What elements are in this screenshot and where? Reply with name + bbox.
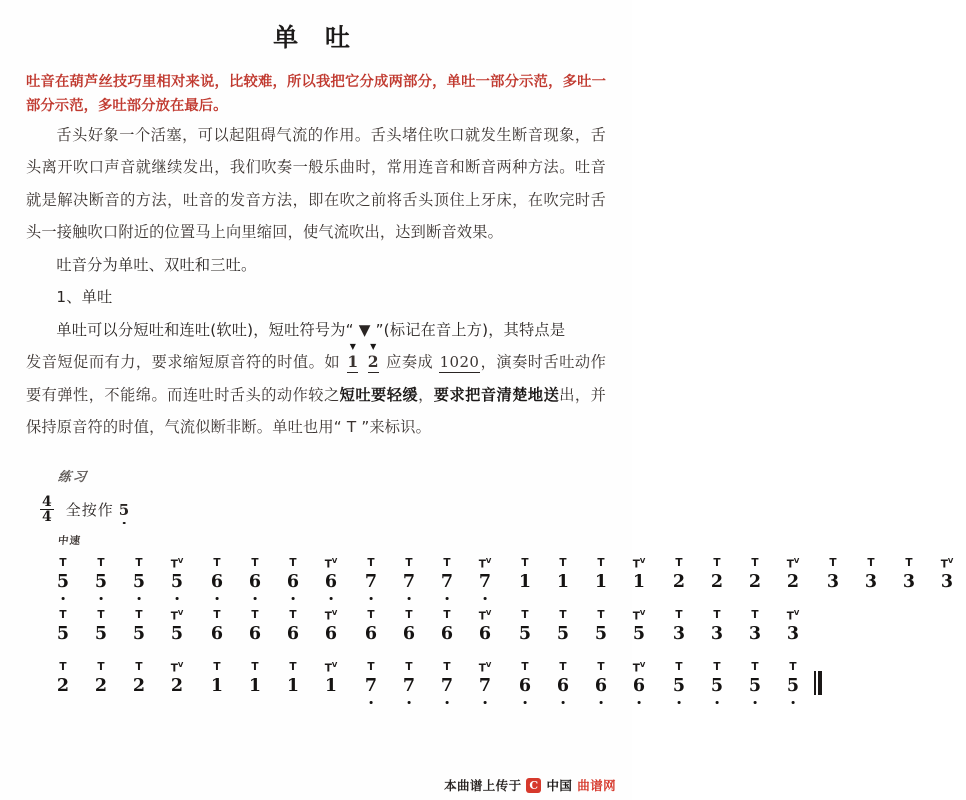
jianpu-note: T 7: [390, 574, 428, 600]
jianpu-note: $T^V$ 2: [170, 661, 184, 696]
jianpu-note: $T^V$ 6: [312, 574, 350, 600]
low-octave-dot-icon: [370, 701, 373, 704]
tongue-articulation-icon: T: [675, 661, 683, 673]
time-signature-numerator: 4: [42, 493, 52, 510]
tongue-articulation-icon: T: [251, 609, 259, 621]
tongue-articulation-icon: T: [367, 609, 375, 621]
jianpu-note: T 6: [402, 609, 416, 644]
staff-line: [44, 600, 800, 652]
tongue-articulation-icon: T: [905, 557, 913, 569]
tongue-articulation-icon: T: [367, 661, 375, 673]
tongue-articulation-icon: T: [675, 557, 683, 569]
p4-bold-2: 要求把音清楚地送: [433, 385, 560, 404]
jianpu-note: T 3: [864, 557, 878, 592]
measure: [660, 609, 812, 652]
measure: [506, 661, 658, 704]
tongue-articulation-icon: T: [597, 609, 605, 621]
footer-credit: [444, 776, 616, 794]
jianpu-note: $T^V$ 5: [632, 609, 646, 644]
inline-jianpu-note-1: ▼ 1: [347, 341, 359, 372]
low-octave-dot-icon: [792, 701, 795, 704]
low-octave-dot-icon: [484, 701, 487, 704]
section-heading-1: 1、单吐: [56, 288, 113, 307]
final-barline: [814, 671, 822, 695]
jianpu-note: T 3: [748, 609, 762, 644]
jianpu-note: T 5: [594, 609, 608, 644]
jianpu-note: T 1: [286, 661, 300, 696]
low-octave-dot-icon: [600, 701, 603, 704]
tongue-articulation-icon: T: [597, 557, 605, 569]
inline-jianpu-note-2: ▼ 2: [367, 341, 379, 372]
low-octave-dot-icon: [446, 701, 449, 704]
key-indication-label: 全按作: [65, 501, 114, 520]
p4-text-a: 发音短促而有力，要求缩短原音符的时值。如: [26, 353, 341, 372]
measure: [660, 661, 812, 704]
jianpu-note: T 6: [198, 574, 236, 600]
body-paragraph-3: 单吐可以分短吐和连吐(软吐)，短吐符号为“ ▼ ”(标记在音上方)，其特点是: [56, 320, 566, 339]
jianpu-note: $T^V$ 7: [466, 678, 504, 704]
page-title: 单 吐: [273, 22, 359, 52]
jianpu-note: T 5: [774, 678, 812, 704]
jianpu-note: T 5: [556, 609, 570, 644]
tongue-articulation-icon: T: [405, 557, 413, 569]
tongue-articulation-icon: T: [59, 609, 67, 621]
tongue-breath-articulation-icon: $T^V$: [324, 661, 338, 675]
tongue-articulation-icon: T: [97, 557, 105, 569]
tongue-articulation-icon: T: [97, 609, 105, 621]
footer-prefix: 本曲谱上传于: [444, 778, 522, 793]
tongue-articulation-icon: T: [59, 557, 67, 569]
tongue-articulation-icon: T: [521, 557, 529, 569]
tongue-breath-articulation-icon: $T^V$: [324, 557, 338, 571]
jianpu-note: $T^V$ 3: [940, 557, 954, 592]
measure: [44, 557, 196, 600]
measure: [44, 609, 196, 652]
score-block: [0, 466, 954, 704]
intro-note: 吐音在葫芦丝技巧里相对来说，比较难，所以我把它分成两部分，单吐一部分示范，多吐一部分示范，多吐部分放在最后。: [26, 73, 606, 115]
jianpu-note: $T^V$ 5: [158, 574, 196, 600]
jianpu-note: $T^V$ 2: [786, 557, 800, 592]
jianpu-note: T 6: [236, 574, 274, 600]
tongue-articulation-icon: T: [405, 609, 413, 621]
jianpu-note: T 6: [440, 609, 454, 644]
tongue-articulation-icon: T: [559, 661, 567, 673]
jianpu-note: T 6: [274, 574, 312, 600]
low-octave-dot-icon: [408, 701, 411, 704]
jianpu-note: T 1: [210, 661, 224, 696]
tongue-articulation-icon: T: [675, 609, 683, 621]
measure: [352, 557, 504, 600]
jianpu-note: T 6: [544, 678, 582, 704]
measure: [198, 557, 350, 600]
jianpu-note: T 5: [736, 678, 774, 704]
tongue-articulation-icon: T: [829, 557, 837, 569]
jianpu-note: T 3: [672, 609, 686, 644]
footer-brand-black: 中国: [546, 778, 573, 793]
tongue-articulation-icon: T: [443, 661, 451, 673]
measure: [352, 661, 504, 704]
p4-text-e: 出，并保持原音符的时值，气流似断非断。单吐也用“ T ”来标识。: [26, 385, 607, 437]
qupu-logo-icon: C: [526, 778, 541, 793]
jianpu-note: T 7: [352, 678, 390, 704]
body-paragraph-2: 吐音分为单吐、双吐和三吐。: [56, 255, 257, 274]
jianpu-note: T 2: [94, 661, 108, 696]
tongue-articulation-icon: T: [59, 661, 67, 673]
low-octave-dot-icon: [562, 701, 565, 704]
tongue-articulation-icon: T: [443, 609, 451, 621]
staff-container: [0, 548, 954, 704]
jianpu-note: T 1: [594, 557, 608, 592]
time-signature: [40, 495, 54, 525]
measure: [506, 609, 658, 652]
tongue-articulation-icon: T: [135, 557, 143, 569]
jianpu-note: T 5: [120, 574, 158, 600]
tongue-articulation-icon: T: [521, 661, 529, 673]
jianpu-note: T 6: [210, 609, 224, 644]
jianpu-note: T 1: [556, 557, 570, 592]
tongue-breath-articulation-icon: $T^V$: [478, 609, 492, 623]
key-indication: [66, 499, 130, 520]
tongue-articulation-icon: T: [289, 557, 297, 569]
tongue-breath-articulation-icon: $T^V$: [632, 557, 646, 571]
measure: [660, 557, 812, 600]
jianpu-note: T 6: [364, 609, 378, 644]
tongue-articulation-icon: T: [135, 661, 143, 673]
staff-line: [44, 652, 800, 704]
tongue-articulation-icon: T: [713, 609, 721, 621]
tongue-mark-icon: ▼: [370, 341, 377, 352]
tongue-articulation-icon: T: [597, 661, 605, 673]
tongue-breath-articulation-icon: $T^V$: [632, 661, 646, 675]
tongue-articulation-icon: T: [405, 661, 413, 673]
tongue-breath-articulation-icon: $T^V$: [478, 557, 492, 571]
jianpu-note: T 3: [826, 557, 840, 592]
jianpu-note: T 5: [56, 609, 70, 644]
jianpu-note: $T^V$ 6: [324, 609, 338, 644]
jianpu-note: T 1: [248, 661, 262, 696]
tongue-articulation-icon: T: [367, 557, 375, 569]
jianpu-note: T 7: [352, 574, 390, 600]
tongue-breath-articulation-icon: $T^V$: [786, 557, 800, 571]
exercise-label: 练习: [56, 469, 89, 485]
tongue-articulation-icon: T: [251, 557, 259, 569]
tongue-articulation-icon: T: [713, 557, 721, 569]
jianpu-note: T 7: [428, 574, 466, 600]
jianpu-note: $T^V$ 6: [478, 609, 492, 644]
jianpu-note: T 5: [82, 574, 120, 600]
jianpu-note: T 2: [710, 557, 724, 592]
tongue-articulation-icon: T: [751, 557, 759, 569]
measure: [352, 609, 504, 652]
tongue-articulation-icon: T: [559, 557, 567, 569]
measure: [198, 609, 350, 652]
jianpu-note: T 2: [672, 557, 686, 592]
tongue-breath-articulation-icon: $T^V$: [170, 609, 184, 623]
jianpu-note: T 3: [710, 609, 724, 644]
low-octave-dot-icon: [678, 701, 681, 704]
jianpu-note: $T^V$ 5: [170, 609, 184, 644]
jianpu-note: T 2: [748, 557, 762, 592]
jianpu-note: T 6: [582, 678, 620, 704]
time-signature-denominator: 4: [42, 509, 52, 526]
jianpu-note: T 5: [660, 678, 698, 704]
jianpu-note: T 6: [506, 678, 544, 704]
body-paragraph-4: [26, 341, 607, 444]
jianpu-note: $T^V$ 6: [620, 678, 658, 704]
low-octave-dot-icon: [754, 701, 757, 704]
tongue-articulation-icon: T: [559, 609, 567, 621]
tongue-breath-articulation-icon: $T^V$: [478, 661, 492, 675]
measure: [506, 557, 658, 600]
tongue-articulation-icon: T: [867, 557, 875, 569]
low-octave-dot-icon: [716, 701, 719, 704]
footer-brand-red: 曲谱网: [577, 778, 616, 793]
jianpu-note: $T^V$ 7: [466, 574, 504, 600]
tongue-articulation-icon: T: [97, 661, 105, 673]
jianpu-note: T 7: [428, 678, 466, 704]
body-paragraph-1: 舌头好象一个活塞，可以起阻碍气流的作用。舌头堵住吹口就发生断音现象，舌头离开吹口声音就继续发出，我们吹奏一般乐曲时，常用连音和断音两种方法。吐音就是解决断音的方法，吐音的发音方法，即在吹之前将舌头顶住上牙床，在吹完时舌头一接触吹口附近的位置马上向里缩回，使气流吹出，达到断音效果。: [26, 125, 606, 242]
jianpu-note: T 5: [132, 609, 146, 644]
jianpu-note: T 5: [94, 609, 108, 644]
tongue-articulation-icon: T: [443, 557, 451, 569]
key-indication-note: 5: [118, 501, 131, 520]
tongue-articulation-icon: T: [713, 661, 721, 673]
staff-line: [44, 548, 954, 600]
jianpu-note: T 5: [518, 609, 532, 644]
tongue-articulation-icon: T: [789, 661, 797, 673]
measure: [44, 661, 196, 704]
jianpu-note: T 7: [390, 678, 428, 704]
p4-text-d: ，: [418, 385, 434, 404]
jianpu-note: T 2: [132, 661, 146, 696]
jianpu-note: T 6: [286, 609, 300, 644]
jianpu-note: $T^V$ 1: [324, 661, 338, 696]
tongue-articulation-icon: T: [289, 609, 297, 621]
tongue-breath-articulation-icon: $T^V$: [170, 557, 184, 571]
tongue-articulation-icon: T: [251, 661, 259, 673]
tongue-breath-articulation-icon: $T^V$: [940, 557, 954, 571]
inline-rhythm-value: 1020: [439, 353, 480, 372]
measure: [814, 557, 966, 600]
tongue-breath-articulation-icon: $T^V$: [324, 609, 338, 623]
tongue-articulation-icon: T: [751, 609, 759, 621]
p4-text-c: ，演奏时舌吐动作要有弹性，不能绵。而连吐时舌头的动作较之: [26, 353, 606, 404]
score-meta-row: [40, 495, 632, 525]
tongue-articulation-icon: T: [213, 557, 221, 569]
jianpu-note: T 5: [698, 678, 736, 704]
tongue-articulation-icon: T: [213, 609, 221, 621]
tongue-articulation-icon: T: [751, 661, 759, 673]
jianpu-note: T 2: [56, 661, 70, 696]
tongue-articulation-icon: T: [135, 609, 143, 621]
tongue-breath-articulation-icon: $T^V$: [170, 661, 184, 675]
jianpu-note: $T^V$ 3: [786, 609, 800, 644]
jianpu-note: T 3: [902, 557, 916, 592]
tongue-breath-articulation-icon: $T^V$: [632, 609, 646, 623]
jianpu-note: T 5: [44, 574, 82, 600]
tongue-breath-articulation-icon: $T^V$: [786, 609, 800, 623]
tongue-articulation-icon: T: [521, 609, 529, 621]
jianpu-note: $T^V$ 1: [632, 557, 646, 592]
tempo-marking: 中速: [57, 534, 82, 547]
jianpu-note: T 6: [248, 609, 262, 644]
low-octave-dot-icon: [638, 701, 641, 704]
tongue-mark-icon: ▼: [349, 341, 357, 352]
jianpu-note: T 1: [518, 557, 532, 592]
measure: [198, 661, 350, 704]
p4-bold-1: 短吐要轻缓: [339, 385, 419, 404]
p4-text-b: 应奏成: [386, 353, 434, 372]
low-octave-dot-icon: [524, 701, 527, 704]
tongue-articulation-icon: T: [289, 661, 297, 673]
tongue-articulation-icon: T: [213, 661, 221, 673]
